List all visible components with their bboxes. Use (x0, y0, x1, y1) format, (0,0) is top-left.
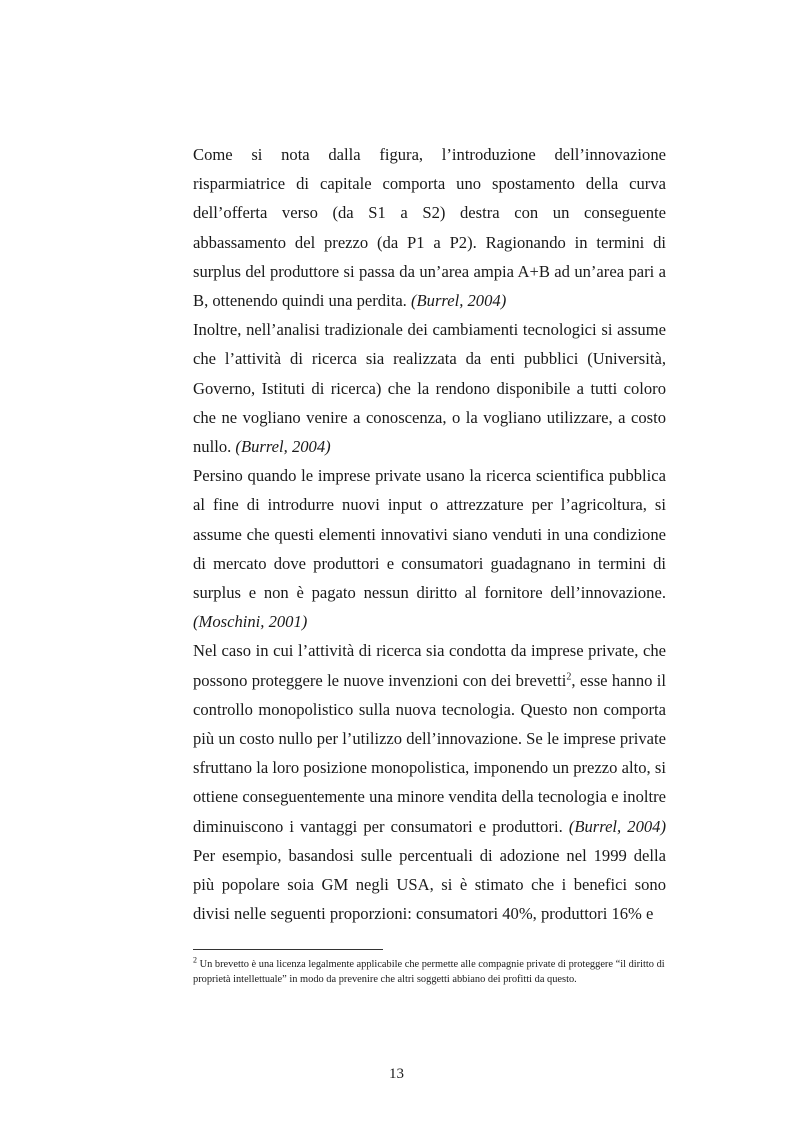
citation-burrel-2004: (Burrel, 2004) (568, 816, 666, 836)
page-number: 13 (389, 1066, 404, 1082)
footnote-number: 2 (193, 955, 197, 965)
paragraph-4-text-middle: , esse hanno il controllo monopolistico sulla nuova tecnologia. Questo non comporta più un costo nullo per l’utilizzo dell’innovazione. Se le imprese private sfruttano la loro posizione monopolistica, imponendo un prezzo alto, si ottiene conseguentemente una minore vendita della tecnologia e inoltre diminuiscono i vantaggi per consumatori e produttori. (193, 670, 667, 836)
footnote-divider (193, 949, 383, 950)
paragraph-4 (193, 636, 666, 928)
paragraph-3-text: Persino quando le imprese private usano la ricerca scientifica pubblica al fine di introdurre nuovi input o attrezzature per l’agricoltura, si assume che questi elementi innovativi siano venduti in una condizione di mercato dove produttori e consumatori guadagnano in termini di surplus e non è pagato nessun diritto al fornitore dell’innovazione. (193, 466, 666, 603)
footnote-reference[interactable]: 2 (566, 671, 572, 683)
footnote (193, 955, 666, 987)
paragraph-2-text: Inoltre, nell’analisi tradizionale dei cambiamenti tecnologici si assume che l’attività di ricerca sia realizzata da enti pubblici (Università, Governo, Istituti di ricerca) che la rendono disponibile a tutti coloro che ne vogliano venire a conoscenza, o la vogliano utilizzare, a costo nullo. (193, 320, 666, 457)
paragraph-3 (193, 461, 666, 636)
body-text (193, 140, 666, 928)
footnote-text: Un brevetto è una licenza legalmente applicabile che permette alle compagnie private di proteggere “il diritto di proprietà intellettuale” in modo da prevenire che altri soggetti abbiano dei profitti da questo. (193, 959, 665, 985)
paragraph-1 (193, 140, 666, 315)
paragraph-4-text-start: Nel caso in cui l’attività di ricerca sia condotta da imprese private, che possono proteggere le nuove invenzioni con dei brevetti (193, 641, 666, 690)
paragraph-4-text-end: Per esempio, basandosi sulle percentuali di adozione nel 1999 della più popolare soia GM negli USA, si è stimato che i benefici sono divisi nelle seguenti proporzioni: consumatori 40%, produttori 16% e (193, 845, 666, 924)
citation-moschini-2001: (Moschini, 2001) (193, 612, 308, 632)
paragraph-1-text: Come si nota dalla figura, l’introduzione dell’innovazione risparmiatrice di capitale comporta uno spostamento della curva dell’offerta verso (da S1 a S2) destra con un conseguente abbassamento del prezzo (da P1 a P2). Ragionando in termini di surplus del produttore si passa da un’area ampia A+B ad un’area pari a B, ottenendo quindi una perdita. (193, 145, 666, 311)
paragraph-2 (193, 315, 666, 461)
citation-burrel-2004: (Burrel, 2004) (410, 291, 507, 311)
citation-burrel-2004: (Burrel, 2004) (235, 437, 331, 457)
